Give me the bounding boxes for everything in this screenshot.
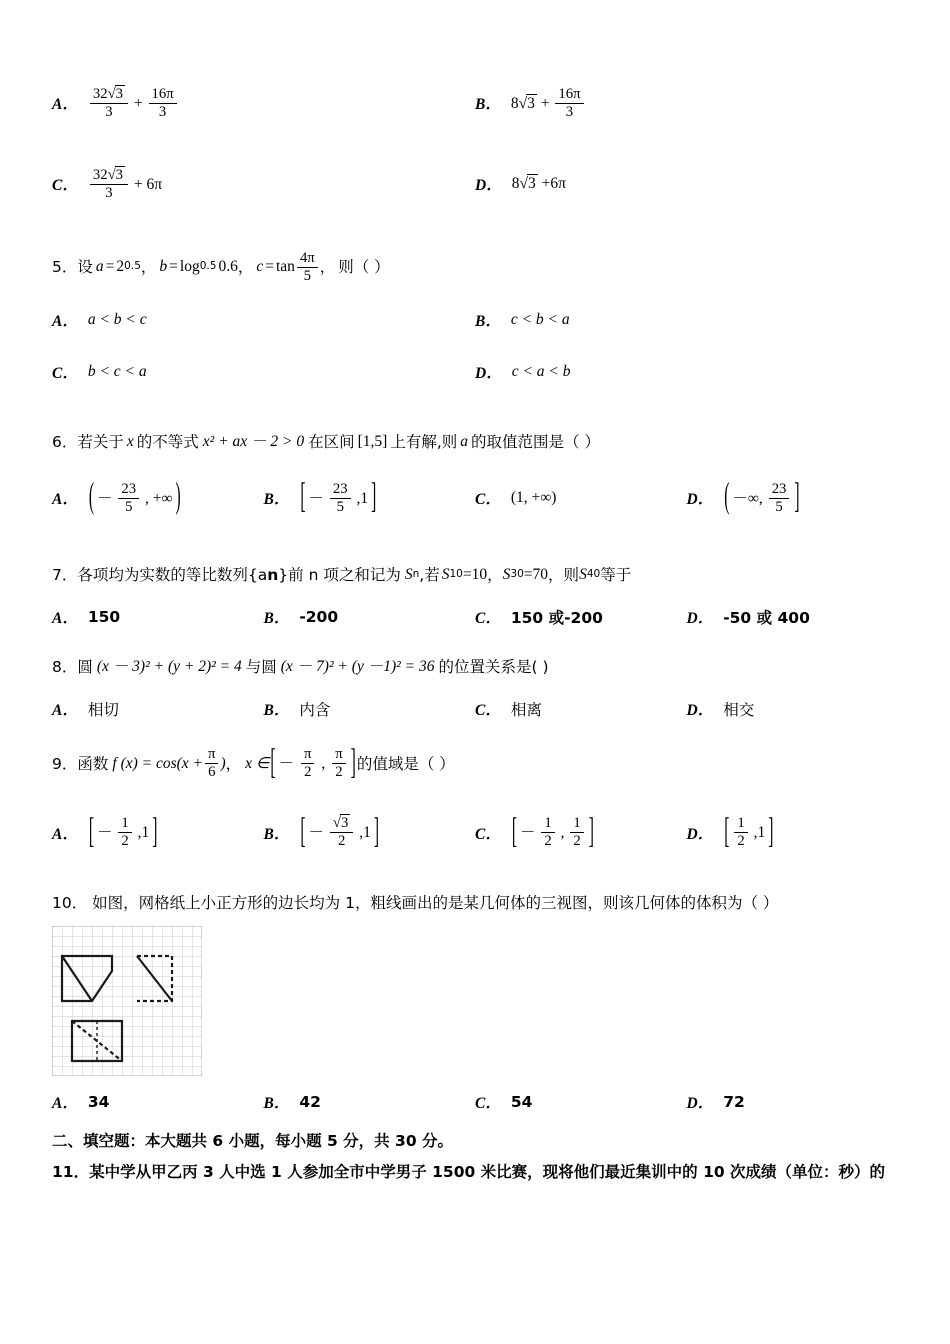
q4-option-a-letter: A． — [52, 96, 78, 114]
q8-option-a[interactable] — [52, 698, 264, 720]
q8-option-a-text: 相切 — [87, 701, 119, 720]
q5-comma-2: ， — [237, 257, 254, 276]
q6-option-d-letter: D． — [686, 491, 714, 509]
q8-circle-2: (x － 7)² + (y －1)² = 36 — [280, 658, 435, 676]
q8-option-a-letter: A． — [52, 702, 78, 720]
q10-option-c-text: 54 — [510, 1093, 533, 1112]
q8-option-b-letter: B． — [263, 702, 290, 720]
q9-options-row — [52, 811, 898, 852]
q10-option-b-letter: B． — [263, 1095, 290, 1113]
q4-option-c-expr: $\frac{32√3}{3}$ + 6π — [88, 167, 162, 202]
q8-stem — [52, 654, 898, 680]
q6-text-1: 若关于 — [77, 432, 124, 451]
q5-text-pre: 设 — [77, 257, 93, 276]
q6-option-a-letter: A． — [52, 491, 78, 509]
q4-option-a[interactable] — [52, 86, 475, 121]
q10-stem — [52, 890, 898, 916]
q5-option-d-letter: D． — [475, 364, 502, 382]
q6-options-row — [52, 477, 898, 517]
q5-option-b-letter: B． — [475, 312, 501, 330]
q9-text-2: 的值域是（ ） — [356, 754, 455, 773]
q5-var-c: c — [256, 257, 264, 275]
q7-comma: ， — [487, 565, 503, 584]
q10-option-b-text: 42 — [299, 1093, 321, 1112]
q6-option-a[interactable] — [52, 477, 264, 517]
q10-figure — [52, 926, 898, 1081]
question-4-options — [52, 86, 898, 202]
q4-option-a-expr: $\frac{32√3}{3}$ + $\frac{16\pi}{3}$ — [88, 86, 179, 121]
q5-option-c[interactable] — [52, 361, 475, 383]
q7-sub-30: 30 — [510, 567, 524, 580]
q10-option-b[interactable] — [264, 1091, 476, 1113]
q5-option-b-expr: c < b < a — [510, 310, 570, 328]
q7-sym-s40: S — [579, 565, 587, 583]
q8-text-1: 圆 — [77, 658, 93, 677]
section-2-title: 二、填空题：本大题共 6 小题，每小题 5 分，共 30 分。 — [52, 1132, 454, 1151]
q6-interval: [1,5] — [357, 432, 388, 450]
q9-domain: [ － $\frac{\pi}{2}$ , $\frac{\pi}{2}$ ] — [270, 742, 356, 782]
q6-number: 6． — [52, 432, 78, 451]
q4-option-b[interactable] — [475, 86, 898, 121]
q11-stem — [52, 1159, 898, 1185]
question-11 — [52, 1159, 898, 1185]
q7-option-b[interactable] — [264, 606, 476, 628]
question-9 — [52, 742, 898, 852]
q4-option-c[interactable] — [52, 167, 475, 202]
q7-option-b-text: -200 — [299, 608, 339, 627]
q9-option-c[interactable] — [475, 811, 687, 852]
q9-option-c-letter: C． — [475, 825, 501, 843]
q5-a-exp: 0.5 — [124, 260, 141, 273]
three-view-grid-diagram — [52, 926, 202, 1076]
q9-option-b[interactable] — [263, 811, 476, 852]
q7-option-c-letter: C． — [475, 610, 501, 628]
q9-option-b-letter: B． — [263, 825, 290, 843]
q7-stem — [52, 562, 898, 588]
q8-options-row — [52, 698, 898, 720]
q5-b-sub: 0.5 — [199, 260, 217, 273]
q8-option-b-text: 内含 — [299, 701, 331, 720]
q5-option-a-letter: A． — [52, 312, 78, 330]
q7-sub-sn: n — [412, 567, 420, 580]
q8-option-c[interactable] — [475, 698, 687, 720]
q7-text-1: 各项均为实数的等比数列{a — [77, 565, 268, 584]
q7-text-3: ,若 — [419, 565, 440, 584]
q4-options-row-1 — [52, 86, 898, 121]
q11-number: 11． — [52, 1163, 90, 1182]
q7-text-2: }前 n 项之和记为 — [278, 565, 401, 584]
q6-text-4: 上有解,则 — [390, 432, 458, 451]
q5-option-c-letter: C． — [52, 364, 78, 382]
q8-number: 8． — [52, 658, 78, 677]
q6-option-c[interactable] — [475, 487, 687, 509]
q9-f-expr-post: ) — [220, 754, 226, 772]
q6-option-c-expr: (1, +∞) — [510, 489, 557, 507]
q7-sym-s10: S — [441, 565, 450, 583]
q9-f-fraction: $\frac{\pi}{6}$ — [205, 746, 218, 781]
q5-option-a[interactable] — [52, 309, 475, 331]
q10-option-a[interactable] — [52, 1091, 264, 1113]
q6-stem — [52, 429, 898, 455]
q10-option-d-letter: D． — [686, 1095, 714, 1113]
q6-var-x: x — [126, 432, 134, 450]
q5-c-fraction: $\frac{4\pi}{5}$ — [297, 250, 318, 285]
q5-option-b[interactable] — [475, 309, 898, 331]
q9-text-1: 函数 — [77, 754, 109, 773]
q6-text-2: 的不等式 — [136, 432, 199, 451]
q5-eq-c: = — [265, 257, 274, 275]
q4-option-c-letter: C． — [52, 177, 78, 195]
q9-option-d-letter: D． — [686, 825, 714, 843]
q7-sym-s: S — [404, 565, 413, 583]
q7-sym-s30: S — [502, 565, 511, 583]
q10-option-d[interactable] — [687, 1091, 899, 1113]
q5-var-b: b — [159, 257, 168, 275]
q9-comma: ， — [225, 754, 242, 773]
q5-var-a: a — [95, 257, 104, 275]
q5-text-post: 则（ ） — [338, 257, 390, 276]
q7-option-d-letter: D． — [686, 610, 714, 628]
q9-stem — [52, 742, 898, 782]
q8-text-2: 与圆 — [245, 658, 277, 677]
q7-option-b-letter: B． — [263, 610, 290, 628]
q4-option-d-expr: 8√3 +6π — [511, 175, 566, 193]
q7-option-c[interactable] — [475, 606, 687, 628]
q5-stem — [52, 250, 898, 285]
q5-number: 5． — [52, 257, 78, 276]
q4-option-d[interactable] — [475, 173, 898, 195]
q4-option-d-letter: D． — [475, 177, 502, 195]
q9-option-d-expr: [ $\frac{1}{2}$ ,1 ] — [724, 811, 774, 852]
q9-option-a-expr: [ － $\frac{1}{2}$ ,1 ] — [88, 811, 158, 852]
q6-option-b-expr: [ － $\frac{23}{5}$ ,1 ] — [300, 477, 377, 517]
q7-option-a-text: 150 — [87, 608, 121, 627]
q10-option-d-text: 72 — [723, 1093, 745, 1112]
q10-option-c[interactable] — [475, 1091, 687, 1113]
q6-option-a-expr: ( － $\frac{23}{5}$ , +∞ ) — [88, 477, 181, 517]
q6-option-c-letter: C． — [475, 491, 501, 509]
q5-option-d[interactable] — [475, 361, 898, 383]
q8-option-d-letter: D． — [686, 702, 714, 720]
q8-option-c-text: 相离 — [510, 701, 542, 720]
q6-option-b-letter: B． — [263, 491, 290, 509]
q7-number: 7． — [52, 565, 78, 584]
q7-option-d-text: -50 或 400 — [723, 609, 810, 628]
q9-number: 9． — [52, 754, 78, 773]
q7-option-a-letter: A． — [52, 610, 78, 628]
q5-c-tan: tan — [276, 257, 295, 275]
q5-b-arg: 0.6 — [218, 257, 238, 275]
q5-a-base: 2 — [116, 257, 125, 275]
q7-option-c-text: 150 或-200 — [510, 609, 603, 628]
q4-option-b-expr: 8√3 + $\frac{16\pi}{3}$ — [511, 86, 586, 121]
q10-text: 如图，网格纸上小正方形的边长均为 1，粗线画出的是某几何体的三视图，则该几何体的体积为（ ） — [92, 894, 779, 913]
q7-eq-10: =10 — [462, 565, 488, 583]
question-10 — [52, 890, 898, 1113]
q7-sub-10: 10 — [449, 567, 463, 580]
q7-option-a[interactable] — [52, 606, 264, 628]
q9-f-expr-pre: f (x) = cos(x + — [112, 754, 204, 772]
q4-option-b-letter: B． — [475, 96, 501, 114]
q6-var-a: a — [460, 432, 469, 450]
q9-x-in: x ∈ — [245, 754, 270, 772]
q5-option-c-expr: b < c < a — [87, 362, 147, 380]
q9-option-a[interactable] — [52, 811, 264, 852]
q5-comma-1: ， — [140, 257, 157, 276]
q10-option-a-text: 34 — [87, 1093, 110, 1112]
q10-options-row — [52, 1091, 898, 1113]
question-8 — [52, 654, 898, 720]
q10-option-c-letter: C． — [475, 1095, 501, 1113]
q5-options-row-1 — [52, 309, 898, 331]
q8-text-3: 的位置关系是( ) — [438, 658, 549, 677]
q8-option-d-text: 相交 — [723, 701, 755, 720]
q9-option-a-letter: A． — [52, 825, 78, 843]
question-7 — [52, 562, 898, 628]
q7-options-row — [52, 606, 898, 628]
q10-number: 10． — [52, 894, 88, 913]
q7-sub-n: n — [267, 565, 279, 584]
q7-option-d[interactable] — [687, 606, 899, 628]
q10-option-a-letter: A． — [52, 1095, 78, 1113]
q7-text-4: ，则 — [548, 565, 580, 584]
q6-expr: x² + ax － 2 > 0 — [202, 432, 305, 450]
q5-eq-a: = — [105, 257, 115, 275]
q5-options-row-2 — [52, 361, 898, 383]
q7-text-5: 等于 — [600, 565, 632, 584]
q6-option-b[interactable] — [263, 477, 476, 517]
q5-b-log: log — [179, 257, 200, 275]
q6-option-d[interactable] — [686, 477, 899, 517]
q6-text-5: 的取值范围是（ ） — [471, 432, 600, 451]
q11-text: 某中学从甲乙丙 3 人中选 1 人参加全市中学男子 1500 米比赛，现将他们最近集训中的 10 次成绩（单位：秒）的 — [89, 1163, 886, 1182]
q5-option-a-expr: a < b < c — [87, 310, 147, 328]
q5-eq-b: = — [169, 257, 178, 275]
q7-eq-30: =70 — [523, 565, 549, 583]
q7-sub-40: 40 — [586, 567, 601, 580]
q9-option-b-expr: [ － $\frac{√3}{2}$ ,1 ] — [300, 811, 380, 852]
q9-option-c-expr: [ － $\frac{1}{2}$ , $\frac{1}{2}$ ] — [511, 811, 594, 852]
q6-option-d-expr: ( －∞, $\frac{23}{5}$ ] — [724, 477, 800, 517]
q6-text-3: 在区间 — [308, 432, 355, 451]
question-6 — [52, 429, 898, 516]
q5-option-d-expr: c < a < b — [511, 362, 571, 380]
q9-option-d[interactable] — [686, 811, 899, 852]
q8-option-c-letter: C． — [475, 702, 501, 720]
question-5 — [52, 250, 898, 383]
q5-comma-3: ， — [319, 257, 336, 276]
q4-options-row-2 — [52, 167, 898, 202]
q8-option-d[interactable] — [687, 698, 899, 720]
q8-circle-1: (x － 3)² + (y + 2)² = 4 — [96, 658, 242, 676]
q8-option-b[interactable] — [264, 698, 476, 720]
